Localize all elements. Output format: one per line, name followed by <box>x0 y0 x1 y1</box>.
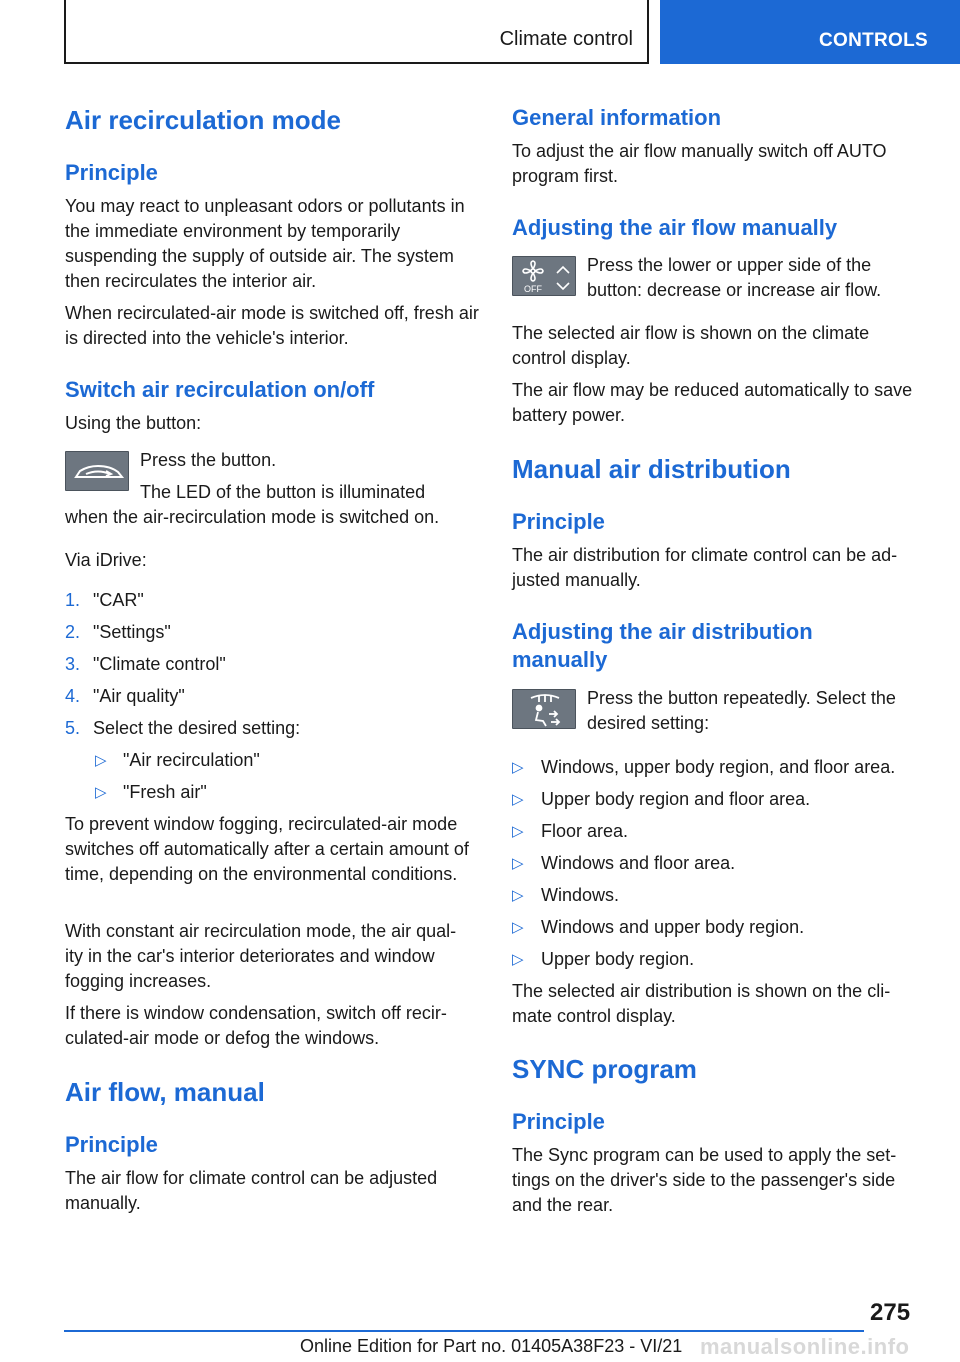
step-text: "Climate control" <box>93 654 226 674</box>
list-item <box>65 748 483 773</box>
paragraph-dist-principle-1: The air distribution for climate control can be ad‐ <box>512 545 898 565</box>
bullet-icon: ▷ <box>512 855 524 872</box>
heading-principle: Principle <box>512 1109 605 1134</box>
option-text: Windows, upper body region, and floor area. <box>541 757 896 777</box>
paragraph-using-button: Using the button: <box>65 413 202 433</box>
substep-text: "Fresh air" <box>123 782 207 802</box>
list-item <box>512 819 924 844</box>
bullet-icon: ▷ <box>512 823 524 840</box>
heading-principle: Principle <box>65 1132 158 1157</box>
paragraph-via-idrive: Via iDrive: <box>65 550 147 570</box>
heading-switch-recirc: Switch air recirculation on/off <box>65 377 375 402</box>
car-recirculation-icon <box>65 451 129 491</box>
list-item <box>65 716 483 741</box>
list-item <box>512 947 924 972</box>
header-section-box <box>64 0 649 64</box>
list-item <box>65 780 483 805</box>
list-item <box>65 684 483 709</box>
footer-divider <box>64 1330 864 1332</box>
page-header <box>0 0 960 66</box>
bullet-icon: ▷ <box>512 759 524 776</box>
bullet-icon: ▷ <box>512 887 524 904</box>
step-text: "Settings" <box>93 622 171 642</box>
heading-adjust-distribution-1: Adjusting the air distribution <box>512 619 813 644</box>
paragraph-condensation-1: If there is window condensation, switch off recir‐ <box>65 1003 447 1023</box>
substep-text: "Air recirculation" <box>123 750 260 770</box>
option-text: Upper body region and floor area. <box>541 789 811 809</box>
option-text: Windows and upper body region. <box>541 917 805 937</box>
heading-principle: Principle <box>512 509 605 534</box>
option-text: Upper body region. <box>541 949 695 969</box>
paragraph-constant-2: ity in the car's interior deteriorates and window fogging increases. <box>65 946 435 991</box>
step-number: 5. <box>65 718 81 738</box>
paragraph-led-2: when the air-recirculation mode is switched on. <box>65 507 440 527</box>
bullet-icon: ▷ <box>512 919 524 936</box>
list-item <box>512 851 924 876</box>
paragraph-condensation-2: culated-air mode or defog the windows. <box>65 1028 380 1048</box>
list-item <box>65 652 483 677</box>
heading-general-information: General information <box>512 105 722 130</box>
bullet-icon: ▷ <box>95 752 107 769</box>
step-text: "CAR" <box>93 590 144 610</box>
paragraph-when-off: When recirculated-air mode is switched off, fresh air is directed into the vehicle's interior. <box>65 303 479 348</box>
paragraph-sync-2: tings on the driver's side to the passenger's side and the rear. <box>512 1170 896 1215</box>
bullet-icon: ▷ <box>512 951 524 968</box>
paragraph-general: To adjust the air flow manually switch off AUTO program first. <box>512 141 887 186</box>
paragraph-press-button: Press the button. <box>140 450 277 470</box>
paragraph-principle-air-flow: The air flow for climate control can be adjusted manually. <box>65 1168 438 1213</box>
heading-adjust-distribution-2: manually <box>512 647 608 672</box>
paragraph-selected-flow: The selected air flow is shown on the climate control display. <box>512 323 870 368</box>
section-title: Climate control <box>499 28 633 50</box>
heading-principle: Principle <box>65 160 158 185</box>
paragraph-sync-1: The Sync program can be used to apply the set‐ <box>512 1145 897 1165</box>
option-text: Windows and floor area. <box>541 853 736 873</box>
list-item <box>512 883 924 908</box>
list-item <box>65 588 483 613</box>
list-item <box>512 915 924 940</box>
paragraph-reduced-flow: The air flow may be reduced automatically to save battery power. <box>512 380 913 425</box>
list-item <box>512 787 924 812</box>
bullet-icon: ▷ <box>95 784 107 801</box>
paragraph-led-1: The LED of the button is illuminated <box>140 482 426 502</box>
paragraph-prevent-fogging: To prevent window fogging, recirculated-air mode switches off automatically after a certain amount of time, depending on the environmental conditions. <box>65 814 469 884</box>
list-item <box>512 755 924 780</box>
chapter-title: CONTROLS <box>818 30 928 51</box>
heading-adjust-air-flow: Adjusting the air flow manually <box>512 215 838 240</box>
watermark: manualsonline.info <box>700 1334 910 1359</box>
step-text: Select the desired setting: <box>93 718 301 738</box>
heading-air-flow-manual: Air flow, manual <box>65 1077 265 1107</box>
step-text: "Air quality" <box>93 686 185 706</box>
paragraph-principle: You may react to unpleasant odors or pollutants in the immediate environment by temporarily suspending the supply of outside air. The system then recirculates the interior air. <box>65 196 465 291</box>
step-number: 1. <box>65 590 81 610</box>
fan-off-icon <box>512 256 576 296</box>
paragraph-dist-principle-2: justed manually. <box>512 570 641 590</box>
page-number: 275 <box>870 1299 911 1326</box>
header-chapter-box <box>660 0 960 64</box>
paragraph-press-repeat: Press the button repeatedly. Select the desired setting: <box>587 688 896 733</box>
paragraph-selected-dist-2: mate control display. <box>512 1006 676 1026</box>
paragraph-constant-1: With constant air recirculation mode, the air qual‐ <box>65 921 457 941</box>
step-number: 3. <box>65 654 81 674</box>
paragraph-press-lower-upper: Press the lower or upper side of the button: decrease or increase air flow. <box>587 255 882 300</box>
option-text: Windows. <box>541 885 620 905</box>
heading-air-recirculation: Air recirculation mode <box>65 105 341 135</box>
paragraph-selected-dist-1: The selected air distribution is shown on the cli‐ <box>512 981 891 1001</box>
heading-sync-program: SYNC program <box>512 1054 697 1084</box>
step-number: 2. <box>65 622 81 642</box>
fan-off-label: OFF <box>524 284 542 294</box>
air-distribution-icon <box>512 689 576 729</box>
list-item <box>65 620 483 645</box>
option-text: Floor area. <box>541 821 629 841</box>
step-number: 4. <box>65 686 81 706</box>
edition-text: Online Edition for Part no. 01405A38F23 - VI/21 <box>300 1336 683 1356</box>
heading-manual-air-distribution: Manual air distribution <box>512 454 791 484</box>
bullet-icon: ▷ <box>512 791 524 808</box>
